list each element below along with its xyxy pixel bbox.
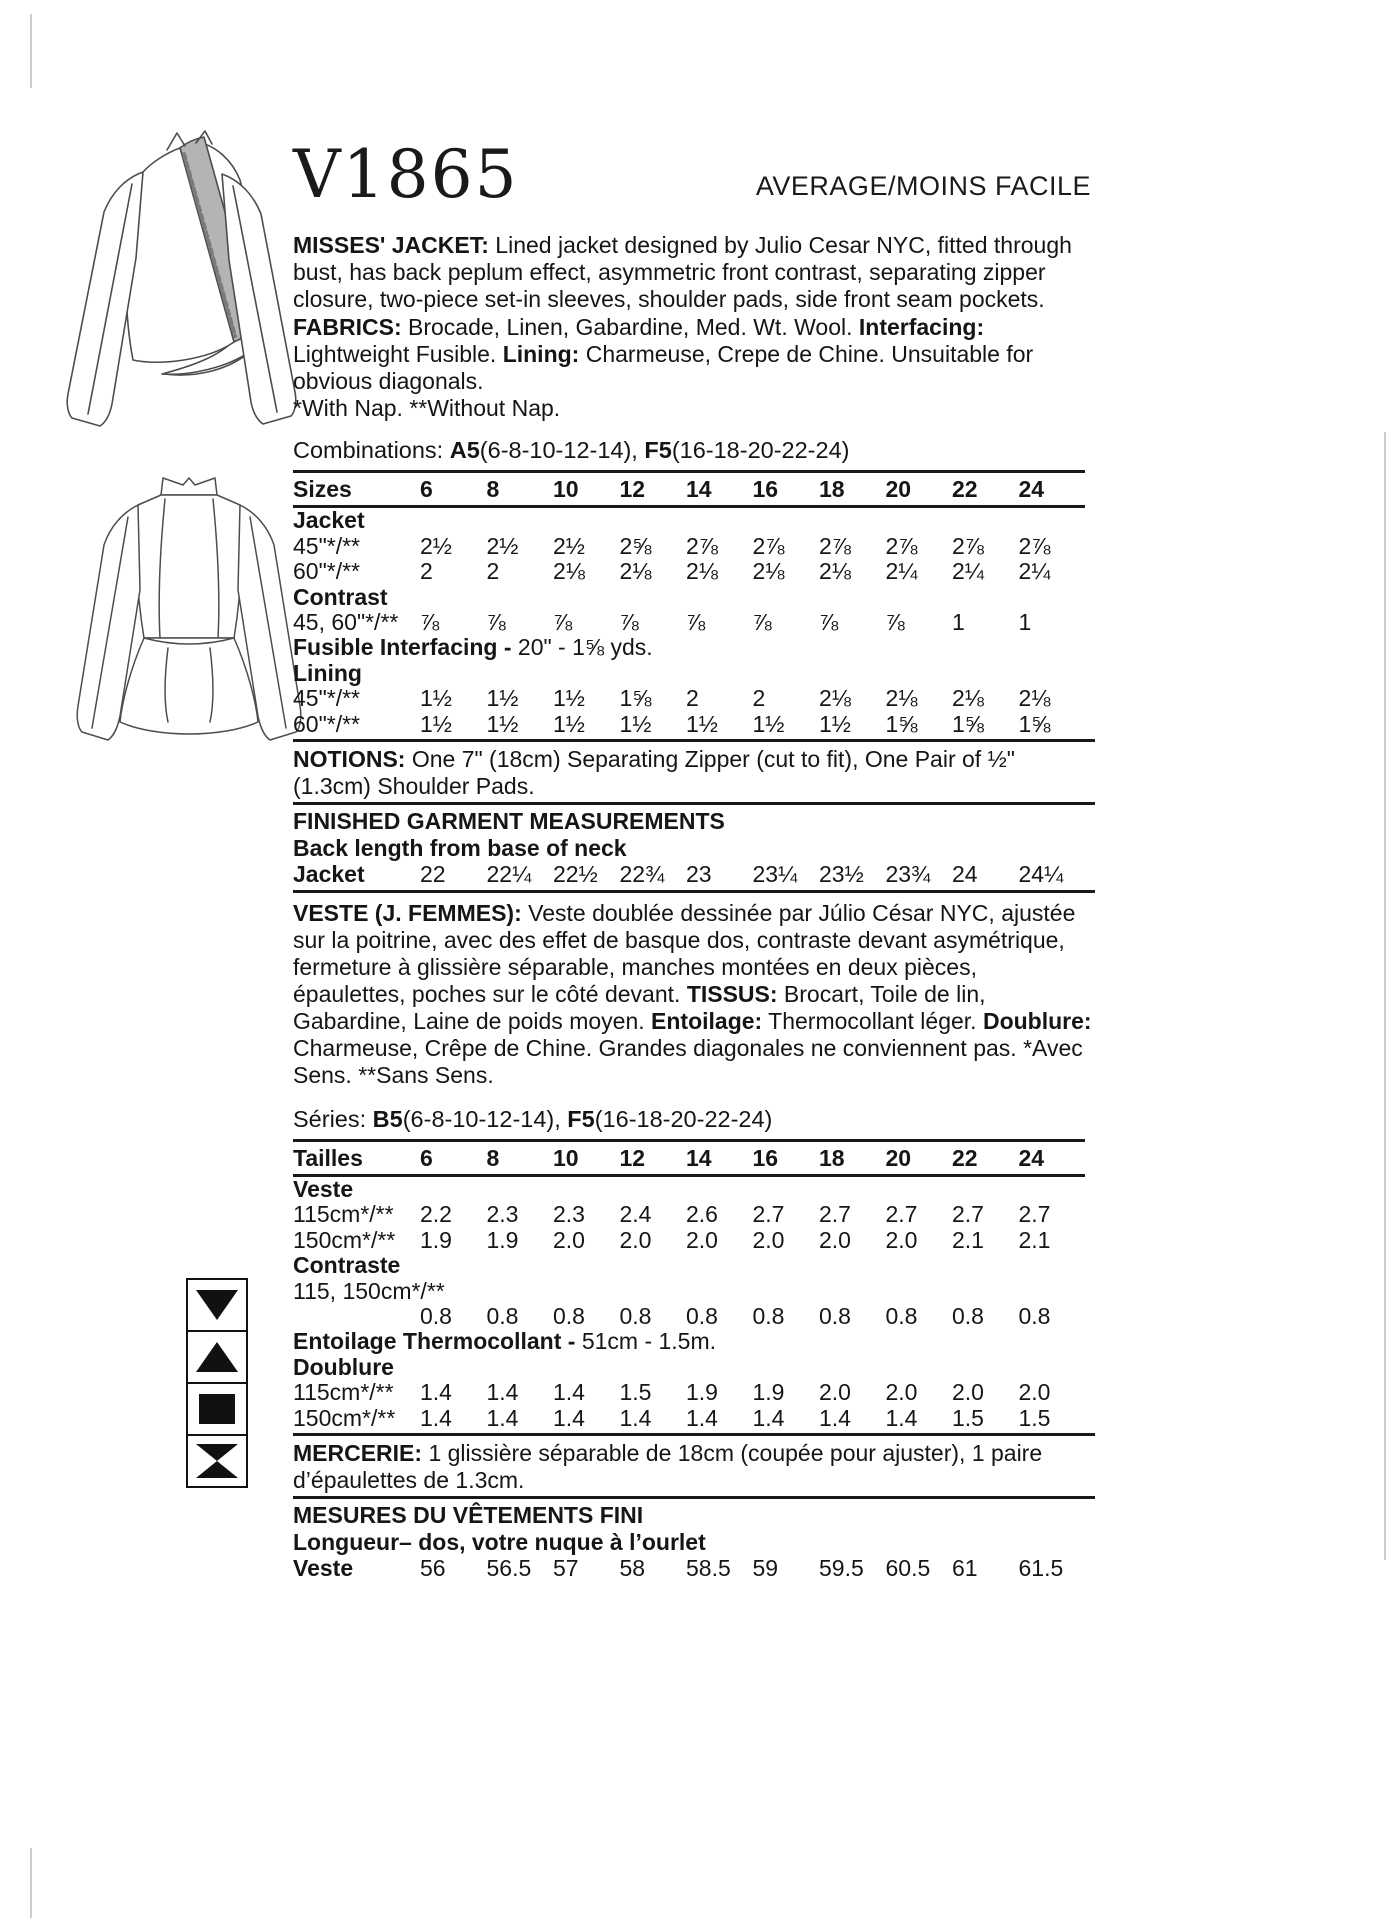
table-cell: 2⅛ (686, 558, 718, 585)
table-cell: 0.8 (1018, 1302, 1051, 1329)
table-cell: Contrast (293, 583, 388, 610)
table-cell: 2.3 (553, 1201, 585, 1228)
table-cell: 1.9 (420, 1226, 452, 1253)
table-cell: 2.7 (885, 1201, 918, 1228)
text-segment: Doublure: (982, 1007, 1092, 1034)
table-cell: 1.4 (752, 1404, 785, 1431)
text-segment: 20" - 1⅝ yds. (517, 634, 653, 661)
table-cell: 2.0 (752, 1226, 785, 1253)
table-row (293, 1380, 1085, 1405)
notions-paragraph (293, 746, 1095, 800)
table-cell (293, 1329, 1085, 1354)
table-cell: 2⅞ (1018, 532, 1051, 559)
table-cell: 1⅝ (619, 685, 652, 712)
table-cell: 23¼ (752, 861, 798, 888)
table-cell: 1½ (686, 710, 718, 737)
table-cell: ⅞ (819, 609, 839, 636)
table-cell: 23¾ (885, 861, 931, 888)
table-cell: 1.4 (420, 1379, 452, 1406)
table-cell: 1.5 (1018, 1404, 1051, 1431)
table-cell: 1⅝ (1018, 710, 1051, 737)
french-description (293, 900, 1095, 1089)
table-cell: 1⅝ (952, 710, 984, 737)
table-cell: 2⅞ (819, 532, 851, 559)
table-cell: 45"*/** (293, 532, 360, 559)
table-cell: 1½ (619, 710, 652, 737)
text-segment: Lined jacket designed by Julio Cesar NYC, fitted through bust, has back peplum effect, asymmetric front contrast, separating zipper closure, two-piece set-in sleeves, shoulder pads, side front seam pockets. (293, 232, 1072, 313)
table-row (293, 508, 1085, 533)
table-cell: Jacket (293, 507, 365, 534)
crop-mark-left-bottom (30, 1848, 32, 1918)
table-cell: Doublure (293, 1353, 394, 1380)
finished-jacket-row (293, 862, 1085, 887)
table-row (293, 686, 1085, 711)
table-cell: 59.5 (819, 1555, 864, 1582)
table-cell: 8 (486, 1144, 500, 1171)
table-cell: 58 (619, 1555, 646, 1582)
table-row (293, 712, 1085, 737)
table-cell: 14 (686, 1144, 712, 1171)
table-cell: Tailles (293, 1144, 363, 1171)
table-cell: 1.5 (952, 1404, 984, 1431)
table-cell: 12 (619, 476, 646, 503)
text-segment: Combinations: (293, 437, 450, 464)
table-cell: 2⅞ (885, 532, 918, 559)
combinations-line (293, 436, 1095, 464)
finished-measurements-heading: FINISHED GARMENT MEASUREMENTS (293, 808, 725, 835)
table-cell: 2.0 (619, 1226, 652, 1253)
table-cell: 58.5 (686, 1555, 731, 1582)
table-cell: 24 (952, 861, 978, 888)
table-cell: 59 (752, 1555, 779, 1582)
table-cell: 2.7 (952, 1201, 984, 1228)
table-row (293, 1304, 1085, 1329)
table-cell: 1½ (553, 685, 585, 712)
table-cell: 2⅛ (885, 685, 918, 712)
table-row (293, 1177, 1085, 1202)
table-cell: 0.8 (486, 1302, 519, 1329)
english-description (293, 232, 1095, 422)
text-segment: 51cm - 1.5m. (581, 1328, 717, 1355)
table-cell: 2⅞ (686, 532, 718, 559)
table-cell: 0.8 (819, 1302, 851, 1329)
table-cell: 115, 150cm*/** (293, 1277, 445, 1304)
text-segment: Interfacing: (858, 313, 985, 340)
text-segment: Entoilage Thermocollant - (293, 1328, 582, 1355)
crop-mark-left-top (30, 14, 32, 88)
text-segment: FABRICS: (293, 313, 402, 340)
table-cell: 0.8 (420, 1302, 452, 1329)
table-cell: 24 (1018, 476, 1045, 503)
table-cell: 10 (553, 476, 579, 503)
table-cell: 22 (420, 861, 446, 888)
text-segment: Lining: (502, 340, 580, 367)
table-cell: 18 (819, 1144, 845, 1171)
table-cell: 2.0 (686, 1226, 718, 1253)
table-cell: 2¼ (885, 558, 918, 585)
text-segment: Lightweight Fusible. (293, 340, 503, 367)
table-cell: 61.5 (1018, 1555, 1064, 1582)
table-cell: 8 (486, 476, 500, 503)
table-cell: 24¼ (1018, 861, 1064, 888)
table-cell: 1.4 (819, 1404, 851, 1431)
table-cell: 12 (619, 1144, 646, 1171)
text-segment: Fusible Interfacing - (293, 634, 518, 661)
table-cell: Lining (293, 659, 362, 686)
pattern-number: V1865 (293, 136, 519, 213)
table-cell: 1.4 (885, 1404, 918, 1431)
table-cell: 1.4 (420, 1404, 452, 1431)
table-row (293, 1202, 1085, 1227)
table-cell: 2 (420, 558, 433, 585)
table-cell: 0.8 (686, 1302, 718, 1329)
table-cell: 2⅛ (752, 558, 785, 585)
text-segment: Veste doublée dessinée par Júlio César NYC, ajustée sur la poitrine, avec des effet de basque dos, contraste devant asymétrique, fermeture à glissière séparable, manches montées en deux pièces, épaulettes, poches sur le côté devant. (293, 899, 1076, 1007)
table-cell: 2¼ (952, 558, 984, 585)
divider-rule (293, 890, 1095, 893)
table-cell: 16 (752, 476, 779, 503)
table-cell: 115cm*/** (293, 1379, 394, 1406)
main-text-column (293, 136, 1095, 1582)
table-cell: 2⅛ (553, 558, 585, 585)
table-cell: 1½ (752, 710, 785, 737)
mesures-veste-row (293, 1556, 1085, 1581)
jacket-back-illustration (64, 468, 314, 770)
table-cell: 1.4 (619, 1404, 652, 1431)
header (293, 136, 1095, 213)
table-cell: 18 (819, 476, 845, 503)
text-segment: TISSUS: (686, 980, 778, 1007)
table-cell: 0.8 (952, 1302, 984, 1329)
table-cell: 1.4 (553, 1379, 585, 1406)
table-cell: 1.4 (486, 1404, 519, 1431)
table-row (293, 1355, 1085, 1380)
table-cell: 2½ (486, 532, 519, 559)
imperial-yardage-table (293, 470, 1085, 737)
table-cell: 2.3 (486, 1201, 519, 1228)
table-cell: 24 (1018, 1144, 1045, 1171)
table-cell: 2⅞ (952, 532, 984, 559)
table-cell: 23½ (819, 861, 864, 888)
table-cell: 6 (420, 476, 433, 503)
table-cell: ⅞ (885, 609, 905, 636)
table-row (293, 559, 1085, 584)
table-row (293, 1406, 1085, 1431)
table-cell: 150cm*/** (293, 1404, 396, 1431)
table-cell: 2⅛ (952, 685, 984, 712)
table-cell: ⅞ (752, 609, 772, 636)
table-cell: 1 (952, 609, 965, 636)
text-segment: 1 glissière séparable de 18cm (coupée pour ajuster), 1 paire d’épaulettes de 1.3cm. (293, 1439, 1043, 1494)
jacket-front-illustration (46, 126, 318, 468)
table-cell: 1 (1018, 609, 1032, 636)
table-cell: 57 (553, 1555, 579, 1582)
table-row (293, 534, 1085, 559)
crop-mark-right (1384, 432, 1386, 1560)
nap-symbols-box (186, 1278, 248, 1488)
table-cell: 115cm*/** (293, 1201, 394, 1228)
table-cell: 1½ (420, 710, 452, 737)
table-cell: 1.4 (686, 1404, 718, 1431)
table-cell: 20 (885, 1144, 912, 1171)
table-cell: 2.1 (952, 1226, 984, 1253)
text-segment: One 7" (18cm) Separating Zipper (cut to fit), One Pair of ½" (1.3cm) Shoulder Pads. (293, 746, 1015, 800)
table-cell: 22¼ (486, 861, 532, 888)
table-row (293, 635, 1085, 660)
table-cell: 60"*/** (293, 558, 360, 585)
table-cell: 2.0 (553, 1226, 585, 1253)
table-cell: 1½ (486, 710, 519, 737)
table-cell: 0.8 (752, 1302, 785, 1329)
text-segment: NOTIONS: (293, 746, 406, 773)
text-segment: Charmeuse, Crêpe de Chine. Grandes diagonales ne conviennent pas. *Avec Sens. **Sans Sens. (293, 1034, 1083, 1088)
table-cell: ⅞ (420, 609, 440, 636)
table-row (293, 1279, 1085, 1304)
table-cell: 1.5 (619, 1379, 652, 1406)
text-segment: (16-18-20-22-24) (594, 1105, 773, 1132)
table-cell: ⅞ (486, 609, 506, 636)
table-cell: 6 (420, 1144, 433, 1171)
table-cell: 1.9 (752, 1379, 785, 1406)
difficulty-rating: AVERAGE/MOINS FACILE (755, 171, 1091, 201)
table-cell: 2⅛ (619, 558, 652, 585)
table-cell: 1½ (553, 710, 585, 737)
table-cell: Veste (293, 1175, 354, 1202)
table-cell: 10 (553, 1144, 579, 1171)
table-header-row (293, 470, 1085, 508)
text-segment: MERCERIE: (293, 1439, 423, 1466)
table-cell: 1½ (486, 685, 519, 712)
table-cell: ⅞ (553, 609, 573, 636)
mesures-section (293, 1502, 1095, 1556)
table-cell: Jacket (293, 861, 365, 888)
table-cell: 22¾ (619, 861, 665, 888)
table-cell: 2.2 (420, 1201, 452, 1228)
table-cell: 14 (686, 476, 712, 503)
table-cell: 60"*/** (293, 710, 360, 737)
nap-triangle-down-icon (188, 1280, 246, 1332)
table-cell: 2⅛ (819, 685, 851, 712)
table-header-row (293, 1139, 1085, 1177)
table-cell: 45, 60"*/** (293, 609, 399, 636)
table-cell: 2.1 (1018, 1226, 1051, 1253)
nap-hourglass-icon (188, 1436, 246, 1486)
table-cell: 1.4 (553, 1404, 585, 1431)
table-cell: 2.0 (1018, 1379, 1051, 1406)
table-cell: 2.7 (819, 1201, 851, 1228)
table-cell: ⅞ (686, 609, 706, 636)
finished-measurements-section (293, 808, 1095, 862)
table-cell: Veste (293, 1555, 354, 1582)
series-line (293, 1105, 1095, 1133)
table-cell: 2.7 (752, 1201, 785, 1228)
table-cell: 2 (686, 685, 699, 712)
table-cell: 2.0 (952, 1379, 984, 1406)
table-cell: 1.4 (486, 1379, 519, 1406)
table-row (293, 610, 1085, 635)
table-cell: 2.0 (819, 1226, 851, 1253)
table-cell: 23 (686, 861, 712, 888)
table-cell: 22 (952, 476, 978, 503)
table-cell: 2⅝ (619, 532, 652, 559)
table-cell: 2 (486, 558, 500, 585)
table-cell: 2½ (420, 532, 452, 559)
table-cell: 1½ (420, 685, 452, 712)
table-cell: 56.5 (486, 1555, 532, 1582)
table-cell: 22 (952, 1144, 978, 1171)
table-row (293, 1253, 1085, 1278)
divider-rule (293, 739, 1095, 742)
table-cell: 56 (420, 1555, 446, 1582)
table-cell: 2.7 (1018, 1201, 1051, 1228)
table-cell: 16 (752, 1144, 779, 1171)
table-cell: 1.9 (686, 1379, 718, 1406)
metric-yardage-table (293, 1139, 1085, 1431)
text-segment: MISSES' JACKET: (293, 232, 489, 258)
text-segment: Charmeuse, Crepe de Chine. Unsuitable for obvious diagonals. (293, 340, 1034, 395)
text-segment: VESTE (J. FEMMES): (293, 899, 522, 926)
table-cell: 2⅛ (1018, 685, 1051, 712)
table-cell: 2.6 (686, 1201, 718, 1228)
table-cell: 2½ (553, 532, 585, 559)
table-cell: 2.0 (885, 1379, 918, 1406)
mesures-heading: MESURES DU VÊTEMENTS FINI (293, 1502, 644, 1529)
text-segment: Entoilage: (651, 1007, 763, 1034)
text-segment: Brocade, Linen, Gabardine, Med. Wt. Wool. (401, 313, 859, 340)
longueur-subheading: Longueur– dos, votre nuque à l’ourlet (293, 1529, 706, 1556)
text-segment: B5 (372, 1105, 403, 1132)
nap-triangle-up-icon (188, 1332, 246, 1384)
text-segment: A5 (449, 437, 480, 464)
table-cell: 2.0 (885, 1226, 918, 1253)
divider-rule (293, 802, 1095, 805)
table-cell: 2⅛ (819, 558, 851, 585)
table-cell: 45"*/** (293, 685, 360, 712)
table-cell: 2.0 (819, 1379, 851, 1406)
table-cell: 20 (885, 476, 912, 503)
table-row (293, 1329, 1085, 1354)
table-cell: Sizes (293, 476, 352, 503)
table-cell (293, 635, 1085, 660)
table-cell: 1.9 (486, 1226, 519, 1253)
text-segment: *With Nap. **Without Nap. (293, 395, 561, 422)
table-cell: 0.8 (885, 1302, 918, 1329)
table-cell: 2¼ (1018, 558, 1051, 585)
text-segment: Séries: (293, 1105, 373, 1132)
table-cell: 60.5 (885, 1555, 931, 1582)
table-cell: 2.4 (619, 1201, 652, 1228)
table-cell: 1⅝ (885, 710, 918, 737)
table-cell: 0.8 (553, 1302, 585, 1329)
table-row (293, 661, 1085, 686)
text-segment: (6-8-10-12-14), (402, 1105, 568, 1132)
text-segment: F5 (644, 437, 672, 464)
mercerie-paragraph (293, 1440, 1095, 1494)
table-row (293, 1228, 1085, 1253)
text-segment: (16-18-20-22-24) (671, 437, 850, 464)
table-cell: 61 (952, 1555, 978, 1582)
text-segment: Brocart, Toile de lin, Gabardine, Laine de poids moyen. (293, 980, 986, 1034)
table-cell: 2⅞ (752, 532, 785, 559)
back-length-subheading: Back length from base of neck (293, 835, 627, 862)
table-cell: 1½ (819, 710, 851, 737)
table-cell: 150cm*/** (293, 1226, 396, 1253)
divider-rule (293, 1433, 1095, 1436)
table-cell: 0.8 (619, 1302, 652, 1329)
text-segment: F5 (567, 1105, 595, 1132)
table-cell: 2 (752, 685, 766, 712)
divider-rule (293, 1496, 1095, 1499)
table-cell: ⅞ (619, 609, 639, 636)
text-segment: Thermocollant léger. (762, 1007, 983, 1034)
table-row (293, 585, 1085, 610)
table-cell: 22½ (553, 861, 598, 888)
table-cell: Contraste (293, 1252, 401, 1279)
text-segment: (6-8-10-12-14), (479, 437, 645, 464)
nap-square-icon (188, 1384, 246, 1436)
